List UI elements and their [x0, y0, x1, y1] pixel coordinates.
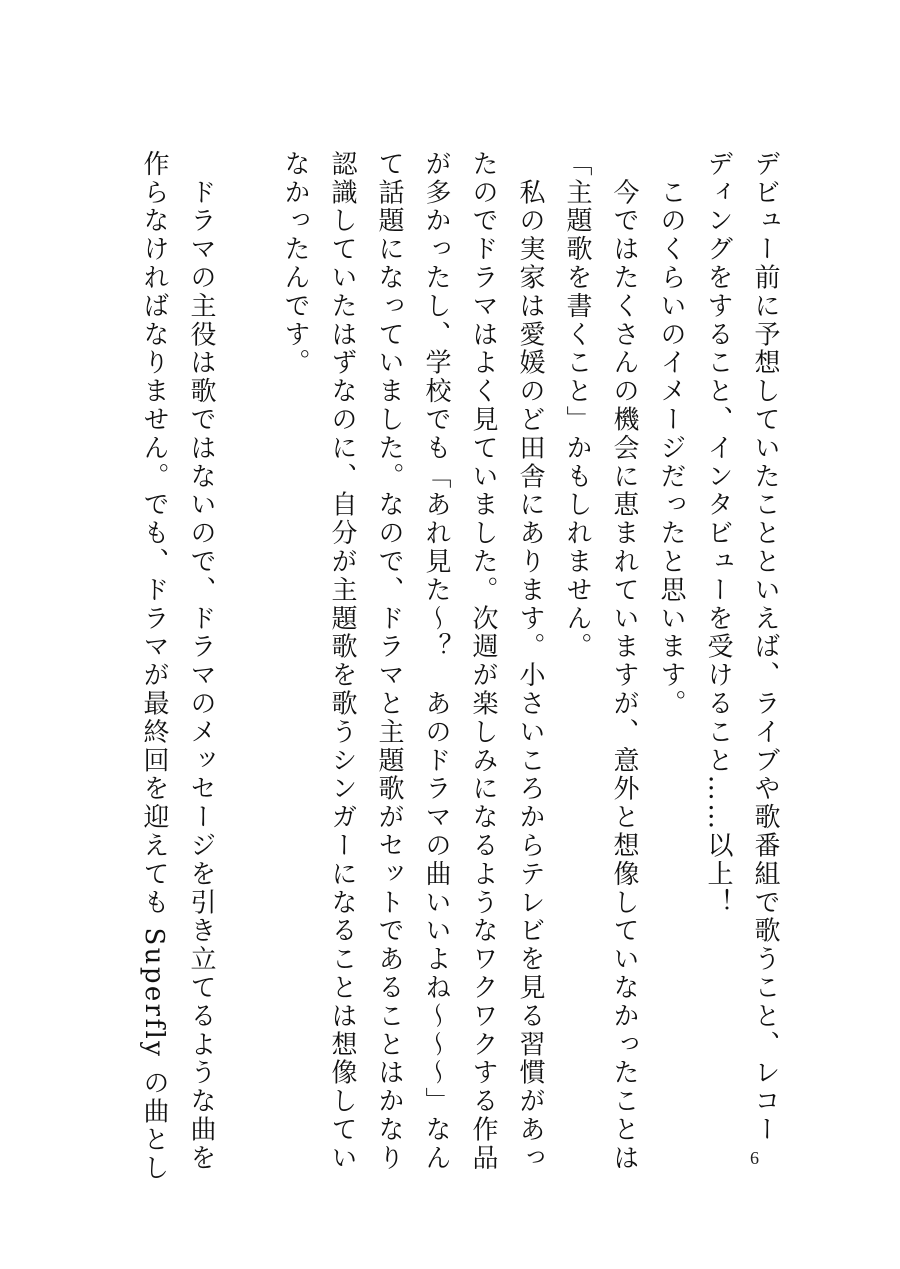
- text-line: が多かったし、学校でも「あれ見た〜？ あのドラマの曲いいよね〜〜〜」なん: [421, 150, 451, 1173]
- page-number: 6: [750, 1148, 759, 1168]
- text-line: 私の実家は愛媛のど田舎にあります。小さいころからテレビを見る習慣があっ: [515, 150, 545, 1173]
- text-line: 認識していたはずなのに、自分が主題歌を歌うシンガーになることは想像してい: [327, 150, 357, 1173]
- text-line: ドラマの主役は歌ではないので、ドラマのメッセージを引き立てるような曲を: [186, 150, 216, 1173]
- text-line: 作らなければなりません。でも、ドラマが最終回を迎えても Superfly の曲とし: [139, 150, 169, 1183]
- paragraph-break: [224, 150, 271, 1110]
- text-line: 「主題歌を書くこと」かもしれません。: [562, 150, 592, 662]
- text-line: ディングをすること、インタビューを受けること……以上！: [703, 150, 733, 917]
- vertical-text-body: [130, 150, 788, 1183]
- text-line: なかったんです。: [280, 150, 310, 378]
- text-line: 今ではたくさんの機会に恵まれていますが、意外と想像していなかったことは: [609, 150, 639, 1173]
- text-line: デビュー前に予想していたことといえば、ライブや歌番組で歌うこと、レコー: [750, 150, 780, 1144]
- text-line: たのでドラマはよく見ていました。次週が楽しみになるようなワクワクする作品: [468, 150, 498, 1173]
- text-line: このくらいのイメージだったと思います。: [656, 150, 686, 718]
- text-line: て話題になっていました。なので、ドラマと主題歌がセットであることはかなり: [374, 150, 404, 1173]
